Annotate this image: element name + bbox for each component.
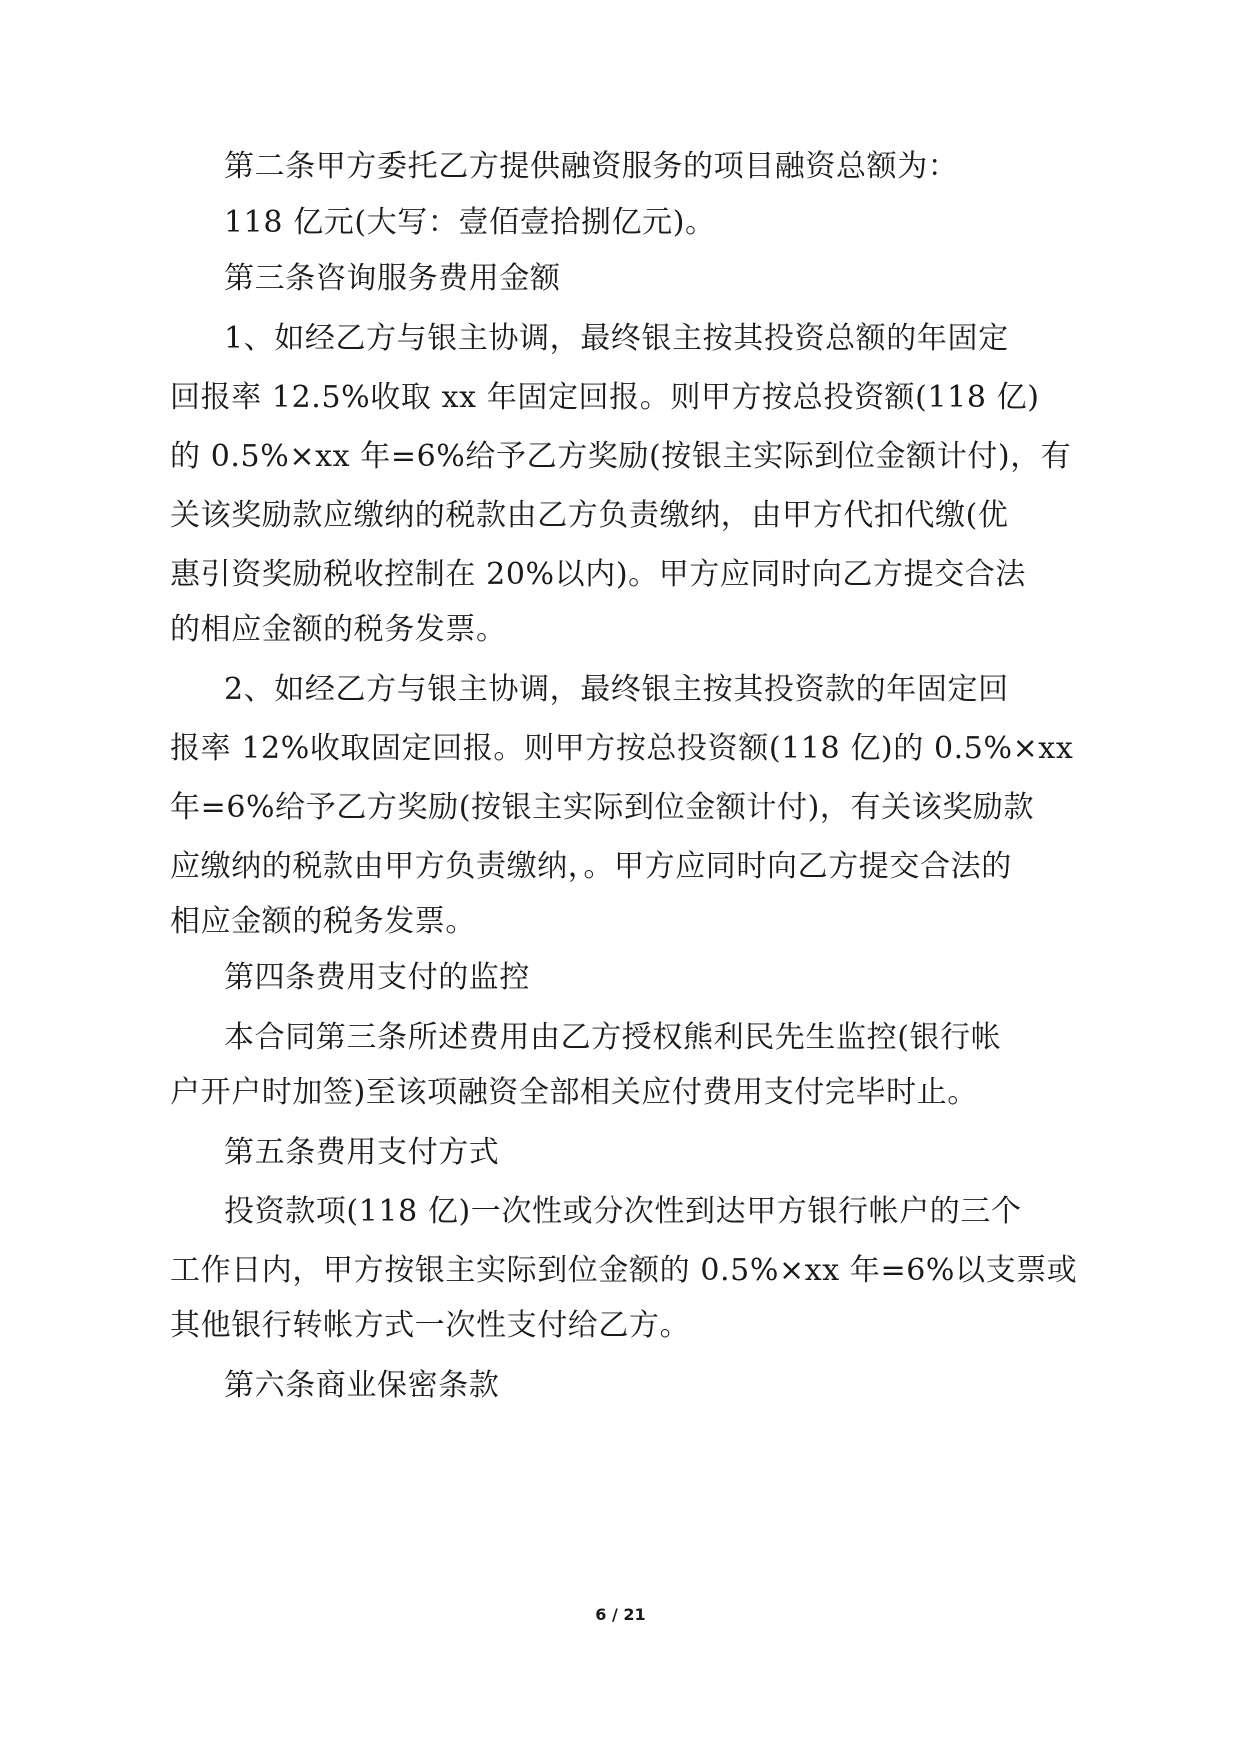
text-line: 1、如经乙方与银主协调，最终银主按其投资总额的年固定 (224, 321, 1009, 356)
text-line: 的相应金额的税务发票。 (170, 612, 507, 647)
text-line: 报率 12%收取固定回报。则甲方按总投资额(118 亿)的 0.5%×xx (170, 731, 1074, 766)
text-line: 的 0.5%×xx 年=6%给予乙方奖励(按银主实际到位金额计付)，有 (170, 439, 1072, 474)
text-line: 户开户时加签)至该项融资全部相关应付费用支付完毕时止。 (170, 1075, 978, 1110)
text-line: 惠引资奖励税收控制在 20%以内)。甲方应同时向乙方提交合法 (170, 557, 1026, 592)
text-line: 关该奖励款应缴纳的税款由乙方负责缴纳，由甲方代扣代缴(优 (170, 498, 1009, 533)
text-line: 工作日内，甲方按银主实际到位金额的 0.5%×xx 年=6%以支票或 (170, 1253, 1078, 1288)
text-line: 投资款项(118 亿)一次性或分次性到达甲方银行帐户的三个 (224, 1194, 1022, 1229)
text-line: 本合同第三条所述费用由乙方授权熊利民先生监控(银行帐 (224, 1020, 1002, 1055)
page-number: 6 / 21 (595, 1605, 646, 1624)
text-line: 其他银行转帐方式一次性支付给乙方。 (170, 1308, 691, 1343)
text-line: 第六条商业保密条款 (224, 1368, 500, 1403)
text-line: 118 亿元(大写：壹佰壹拾捌亿元)。 (224, 205, 716, 240)
text-line: 回报率 12.5%收取 xx 年固定回报。则甲方按总投资额(118 亿) (170, 380, 1040, 415)
text-line: 年=6%给予乙方奖励(按银主实际到位金额计付)，有关该奖励款 (170, 790, 1035, 825)
text-line: 应缴纳的税款由甲方负责缴纳，。甲方应同时向乙方提交合法的 (170, 849, 1012, 884)
text-line: 相应金额的税务发票。 (170, 904, 476, 939)
text-line: 第三条咨询服务费用金额 (224, 261, 561, 296)
text-line: 第二条甲方委托乙方提供融资服务的项目融资总额为： (224, 149, 959, 184)
text-line: 第五条费用支付方式 (224, 1135, 500, 1170)
text-line: 2、如经乙方与银主协调，最终银主按其投资款的年固定回 (224, 672, 1009, 707)
text-line: 第四条费用支付的监控 (224, 960, 530, 995)
